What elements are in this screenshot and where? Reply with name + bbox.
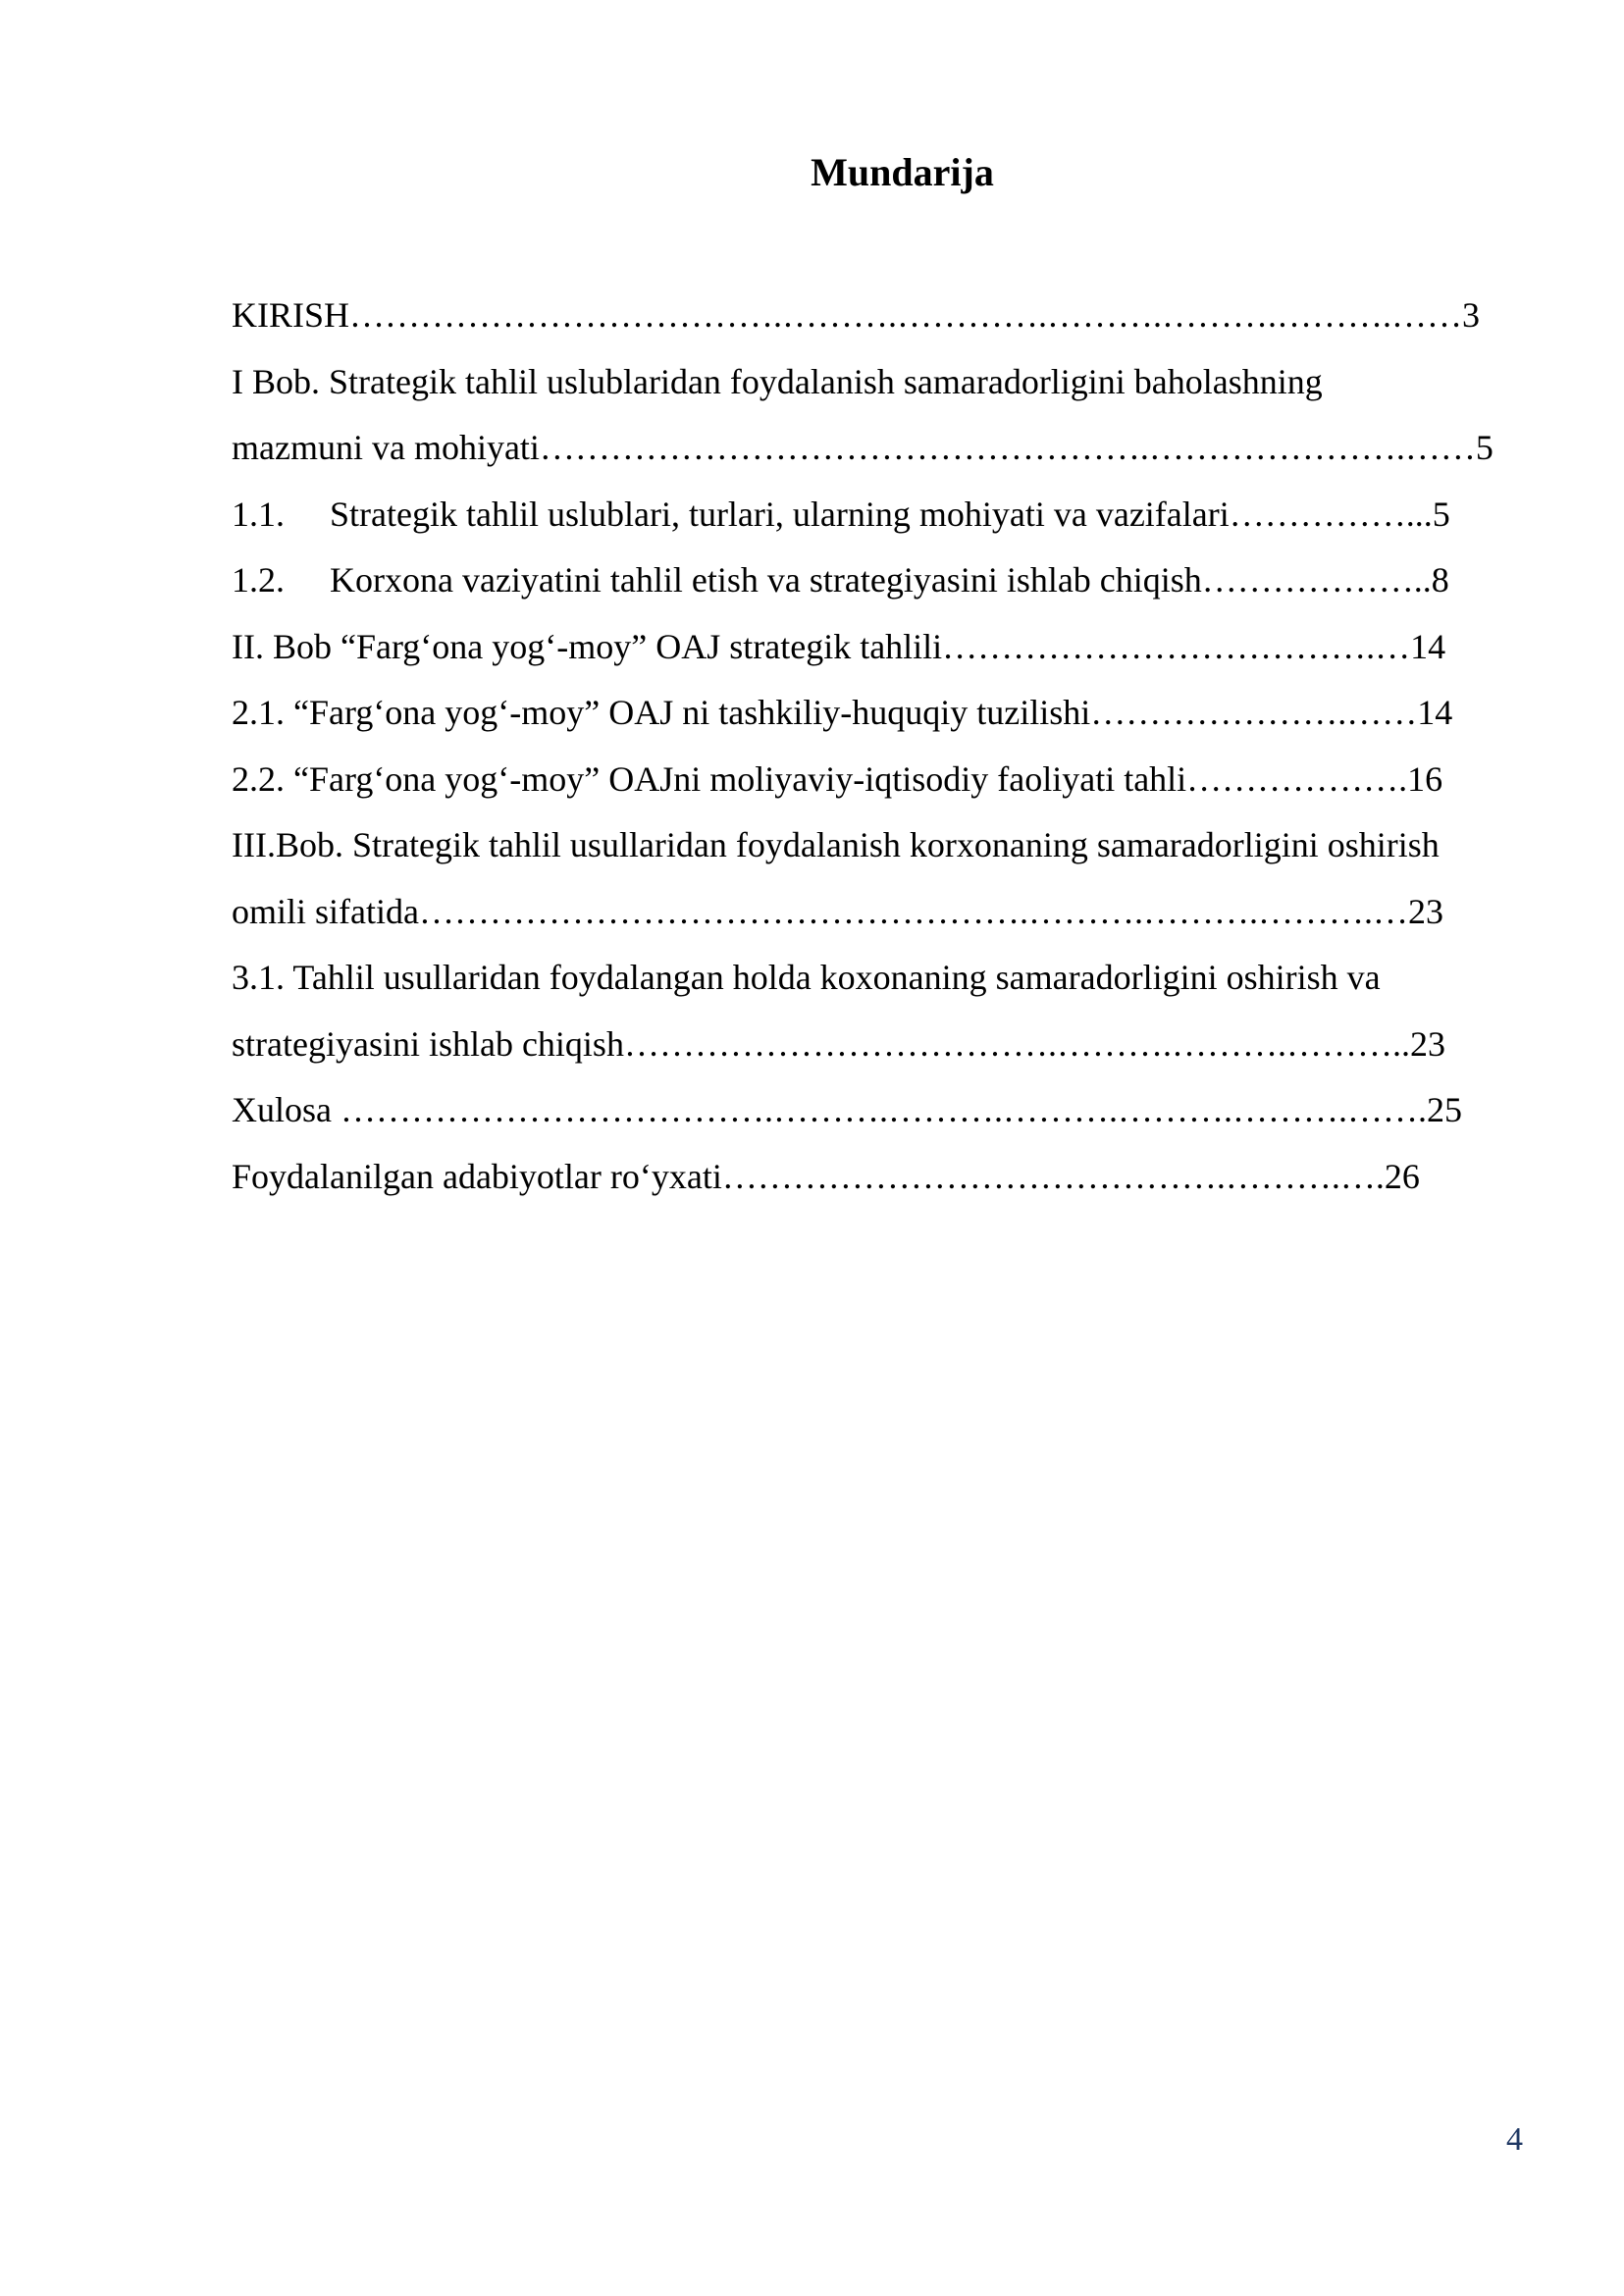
toc-line: [232, 283, 1566, 349]
toc-line: [232, 548, 1566, 614]
toc-line-text: omili sifatida…………………………………………….……….……….……….…23: [232, 891, 1443, 931]
toc-line: [232, 415, 1566, 482]
toc-section-number: 1.1.: [232, 494, 285, 534]
toc-line: [232, 945, 1566, 1012]
toc-line-text: III.Bob. Strategik tahlil usullaridan foydalanish korxonaning samaradorligini oshirish: [232, 825, 1440, 864]
toc-line-text: KIRISH……………………………….……….………….……….……….……….……3: [232, 295, 1481, 335]
toc-line-text: II. Bob “Farg‘ona yog‘-moy” OAJ strategik tahlili……………………………….…14: [232, 626, 1446, 666]
toc-line: [232, 1077, 1566, 1144]
toc-line: [232, 349, 1566, 416]
toc-line: [232, 680, 1566, 747]
toc-line-text: mazmuni va mohiyati…………………………………………….………………….……5: [232, 428, 1493, 467]
toc-line: [232, 614, 1566, 681]
toc-line: [232, 879, 1566, 946]
page-number: 4: [1506, 2121, 1523, 2158]
table-of-contents: [232, 283, 1566, 1210]
toc-line-text: strategiyasini ishlab chiqish……………………………….……….……….………..23: [232, 1023, 1445, 1064]
toc-line: [232, 1144, 1566, 1211]
toc-line: [232, 482, 1566, 548]
page-title: Mundarija: [811, 150, 994, 194]
toc-line: [232, 1012, 1566, 1078]
toc-line-text: Xulosa ……………………………….……….……….……….……….……….…….25: [232, 1090, 1462, 1129]
toc-line-text: Strategik tahlil uslublari, turlari, ularning mohiyati va vazifalari……………...5: [330, 494, 1450, 534]
toc-line-text: 2.1. “Farg‘ona yog‘-moy” OAJ ni tashkiliy-huquqiy tuzilishi………………….……14: [232, 693, 1453, 732]
toc-line-text: 3.1. Tahlil usullaridan foydalangan holda koxonaning samaradorligini oshirish va: [232, 958, 1381, 997]
toc-line-text: Korxona vaziyatini tahlil etish va strategiyasini ishlab chiqish………………..8: [330, 560, 1449, 600]
toc-line-text: 2.2. “Farg‘ona yog‘-moy” OAJni moliyaviy-iqtisodiy faoliyati tahli……………….16: [232, 758, 1443, 799]
toc-line-text: I Bob. Strategik tahlil uslublaridan foydalanish samaradorligini baholashning: [232, 361, 1323, 401]
toc-line-text: Foydalanilgan adabiyotlar ro‘yxati…………………………………….……….….26: [232, 1156, 1420, 1196]
toc-line: [232, 747, 1566, 813]
toc-section-number: 1.2.: [232, 560, 285, 600]
toc-line: [232, 812, 1566, 879]
